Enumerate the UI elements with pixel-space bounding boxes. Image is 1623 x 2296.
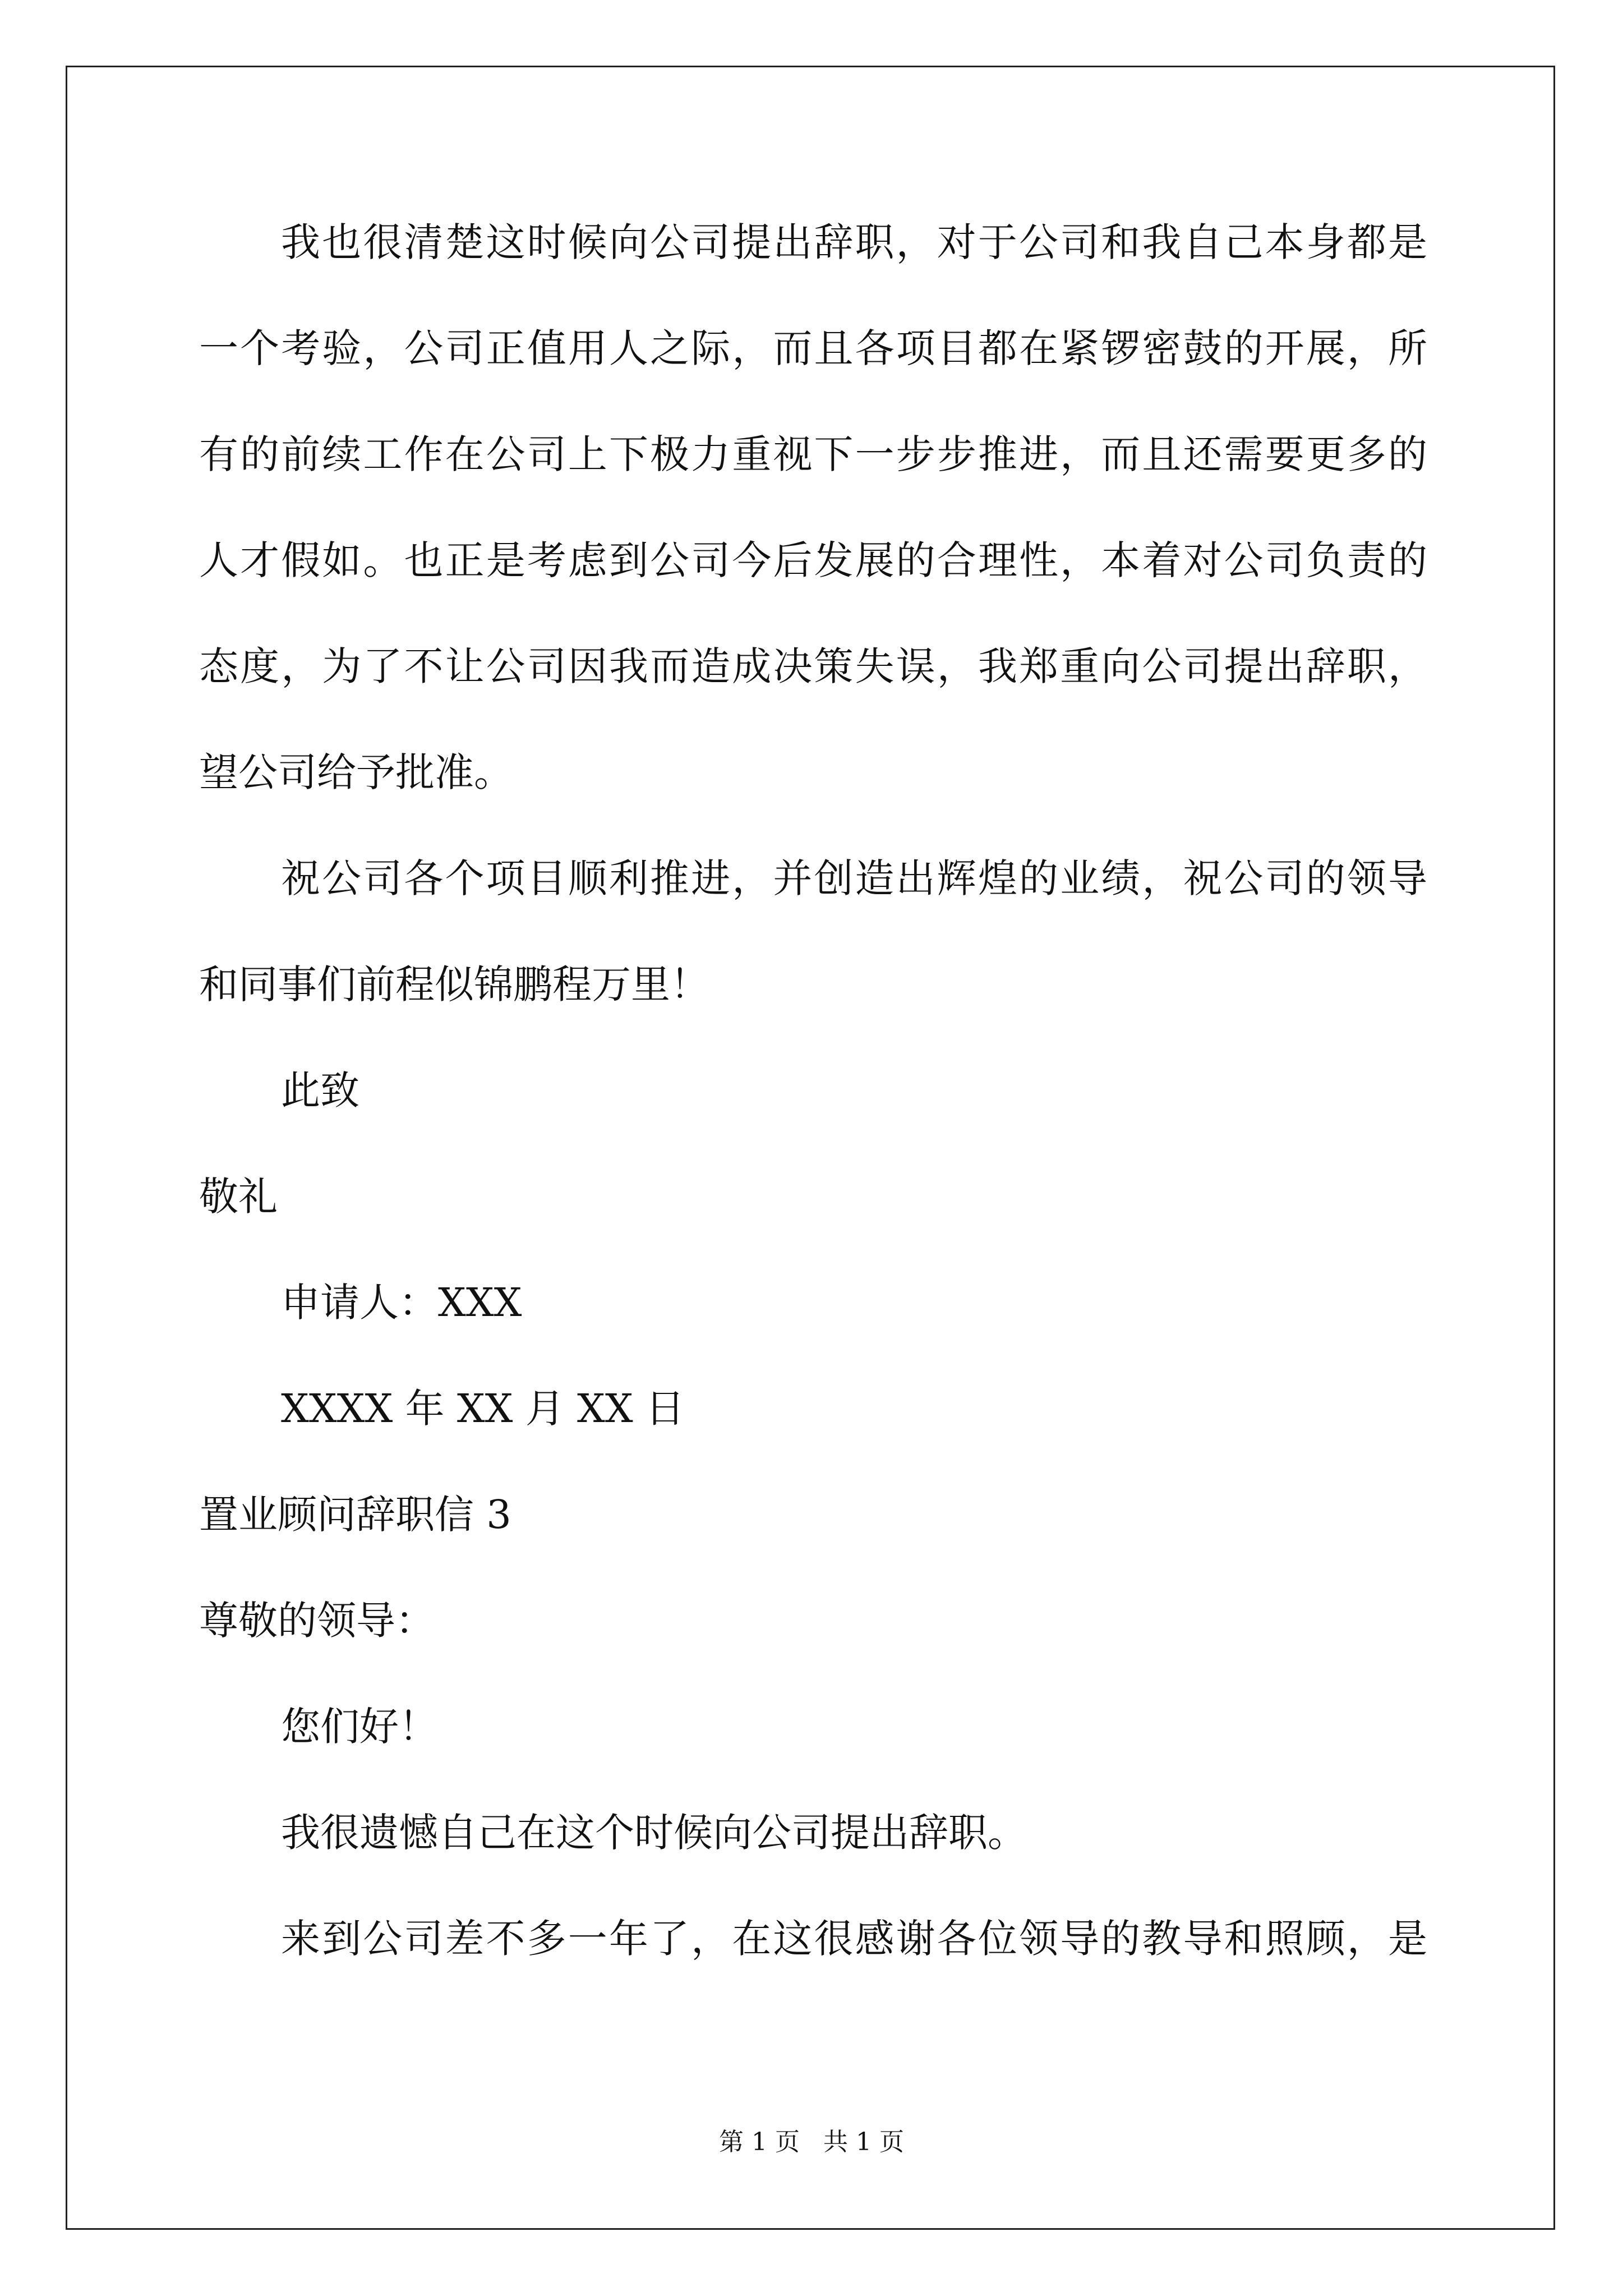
letter-heading: 置业顾问辞职信 3 bbox=[199, 1492, 511, 1538]
page-number-footer: 第 1 页 共 1 页 bbox=[719, 2128, 904, 2156]
paragraph-line: 祝公司各个项目顺利推进，并创造出辉煌的业绩，祝公司的领导 bbox=[281, 855, 1427, 901]
paragraph-line: 望公司给予批准。 bbox=[199, 749, 513, 795]
date-line: XXXX 年 XX 月 XX 日 bbox=[281, 1386, 685, 1432]
greeting-addressee: 尊敬的领导： bbox=[199, 1598, 435, 1644]
greeting-line: 您们好！ bbox=[281, 1704, 438, 1750]
paragraph-line: 有的前续工作在公司上下极力重视下一步步推进，而且还需要更多的 bbox=[199, 431, 1427, 477]
paragraph-line: 和同事们前程似锦鹏程万里！ bbox=[199, 961, 709, 1007]
closing-salutation: 此致 bbox=[281, 1068, 359, 1114]
closing-regards: 敬礼 bbox=[199, 1174, 278, 1220]
paragraph-line: 来到公司差不多一年了，在这很感谢各位领导的教导和照顾，是 bbox=[281, 1916, 1427, 1962]
paragraph-line: 态度，为了不让公司因我而造成决策失误，我郑重向公司提出辞职， bbox=[199, 643, 1427, 689]
paragraph-line: 我也很清楚这时候向公司提出辞职，对于公司和我自己本身都是 bbox=[281, 219, 1427, 265]
paragraph-line: 我很遗憾自己在这个时候向公司提出辞职。 bbox=[281, 1810, 1027, 1856]
applicant-line: 申请人：XXX bbox=[281, 1280, 522, 1326]
letter-body bbox=[199, 214, 1427, 2017]
paragraph-line: 一个考验，公司正值用人之际，而且各项目都在紧锣密鼓的开展，所 bbox=[199, 325, 1427, 371]
paragraph-line: 人才假如。也正是考虑到公司今后发展的合理性，本着对公司负责的 bbox=[199, 537, 1427, 583]
